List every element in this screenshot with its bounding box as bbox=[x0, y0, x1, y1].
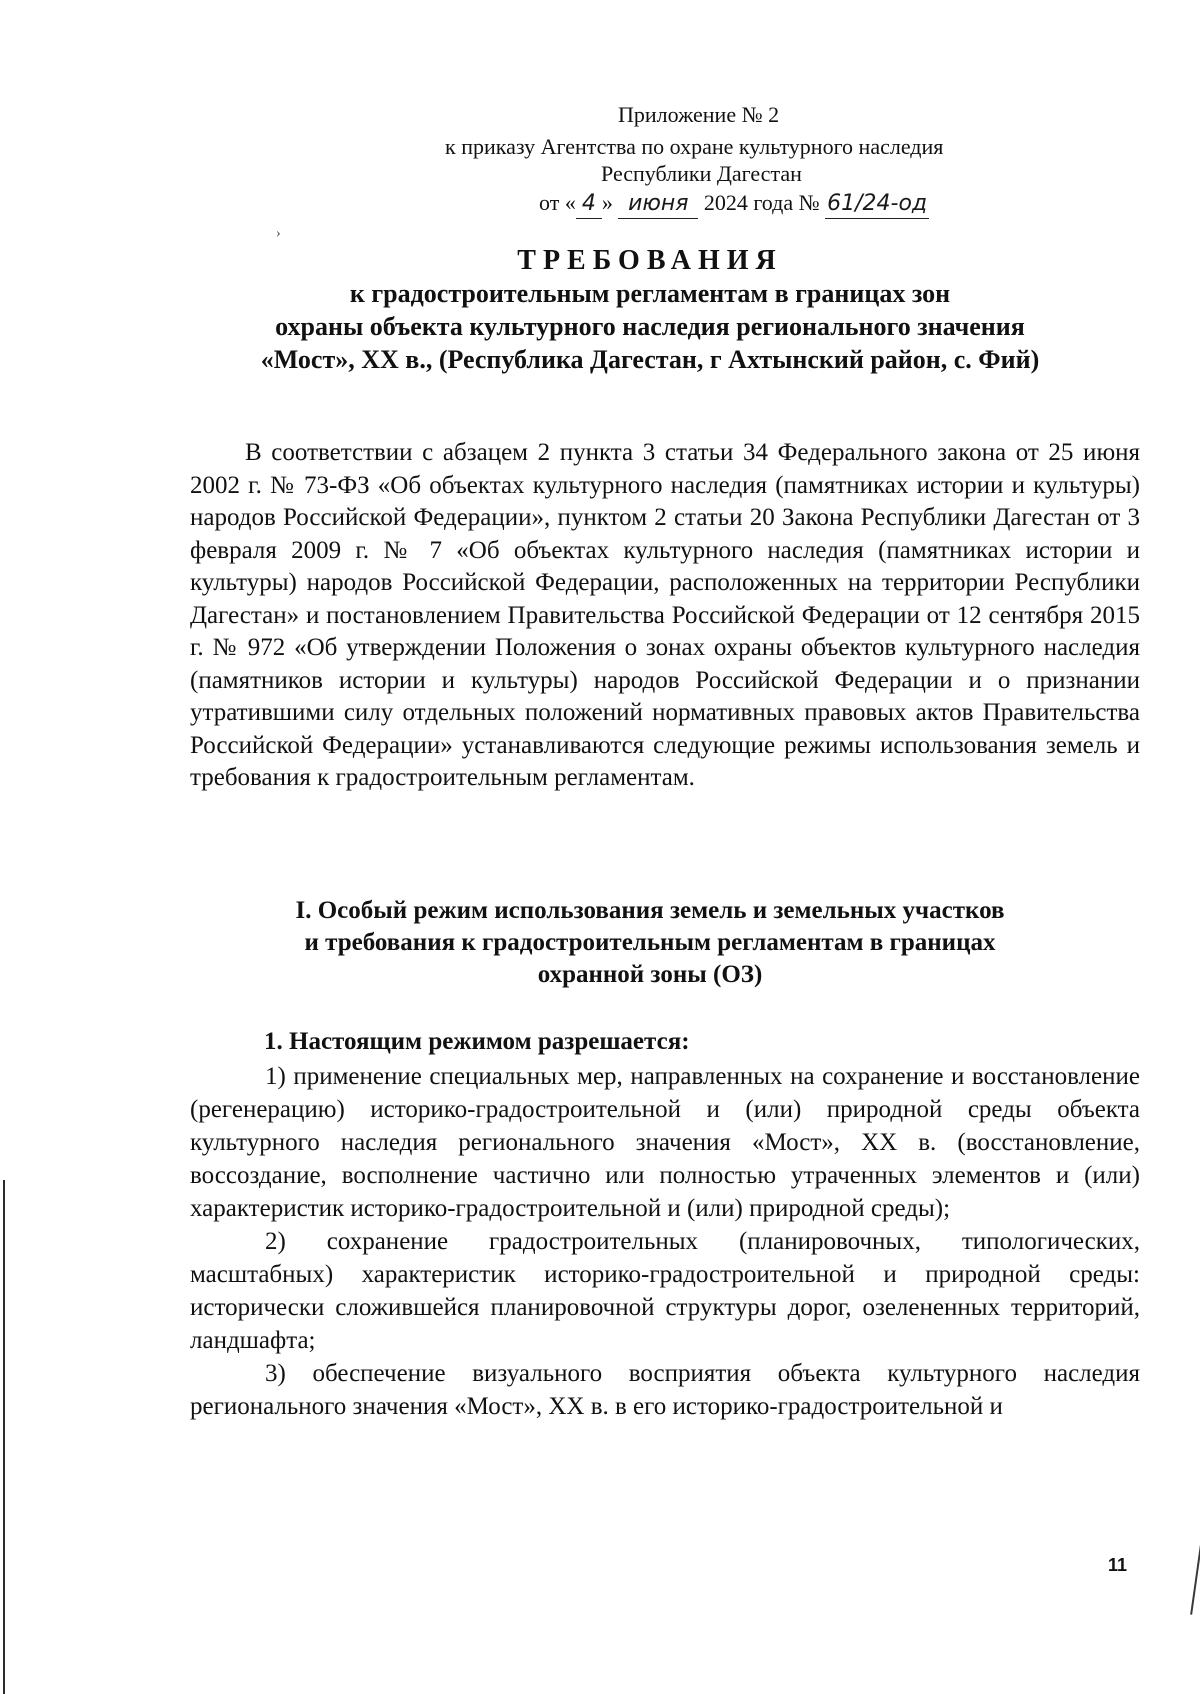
order-number: 61/24-од bbox=[825, 190, 929, 219]
page-number: 11 bbox=[1108, 1555, 1128, 1575]
stray-mark: › bbox=[276, 226, 281, 241]
scan-edge-left bbox=[3, 1180, 5, 1694]
title-line-2: охраны объекта культурного наследия регионального значения bbox=[275, 312, 1025, 341]
date-prefix: от « bbox=[539, 190, 576, 215]
section-1-line-1: I. Особый режим использования земель и земельных участков bbox=[295, 897, 1005, 924]
section-1-line-2: и требования к градостроительным регламентам в границах bbox=[304, 929, 996, 956]
subsection-1-heading: 1. Настоящим режимом разрешается: bbox=[264, 1028, 690, 1055]
appendix-order-ref: к приказу Агентства по охране культурного наследия bbox=[445, 134, 944, 159]
title-line-1: к градостроительным регламентам в границах зон bbox=[349, 279, 951, 308]
appendix-date-line bbox=[539, 189, 929, 219]
document-title bbox=[200, 244, 1100, 376]
section-1-line-3: охранной зоны (ОЗ) bbox=[537, 961, 763, 988]
appendix-number: Приложение № 2 bbox=[618, 102, 780, 127]
list-item: 2) сохранение градостроительных (планировочных, типологических, масштабных) характеристик историко-градостроительной и природной среды: исторически сложившейся планировочной структуры дорог, озелененных территорий, ландшафта; bbox=[190, 1228, 1140, 1354]
item-list bbox=[190, 1060, 1140, 1423]
list-item: 1) применение специальных мер, направленных на сохранение и восстановление (регенерацию) историко-градостроительной и (или) природной среды объекта культурного наследия регионального значения «Мост», XX в. (восстановление, воссоздание, восполнение частично или полностью утраченных элементов и (или) характеристик историко-градостроительной и (или) природной среды); bbox=[190, 1063, 1140, 1222]
date-day: 4 bbox=[576, 190, 602, 219]
appendix-republic: Республики Дагестан bbox=[601, 161, 802, 186]
list-item: 3) обеспечение визуального восприятия объекта культурного наследия регионального значения «Мост», XX в. в его историко-градостроительной и bbox=[190, 1360, 1140, 1420]
date-year-text: 2024 года № bbox=[703, 190, 820, 215]
intro-paragraph: В соответствии с абзацем 2 пункта 3 статьи 34 Федерального закона от 25 июня 2002 г. № 73-ФЗ «Об объектах культурного наследия (памятниках истории и культуры) народов Российской Федерации», пунктом 2 статьи 20 Закона Республики Дагестан от 3 февраля 2009 г. № 7 «Об объектах культурного наследия (памятниках истории и культуры) народов Российской Федерации, расположенных на территории Республики Дагестан» и постановлением Правительства Российской Федерации от 12 сентября 2015 г. № 972 «Об утверждении Положения о зонах охраны объектов культурного наследия (памятников истории и культуры) народов Российской Федерации и о признании утратившими силу отдельных положений нормативных правовых актов Правительства Российской Федерации» устанавливаются следующие режимы использования земель и требования к градостроительным регламентам. bbox=[190, 439, 1140, 791]
scan-edge-right bbox=[1190, 1545, 1200, 1615]
date-month: июня bbox=[618, 190, 698, 219]
title-line-3: «Мост», XX в., (Республика Дагестан, г Ахтынский район, с. Фий) bbox=[260, 345, 1040, 374]
section-1-heading bbox=[200, 895, 1100, 991]
title-main: ТРЕБОВАНИЯ bbox=[517, 245, 783, 276]
date-mid: » bbox=[601, 190, 613, 215]
